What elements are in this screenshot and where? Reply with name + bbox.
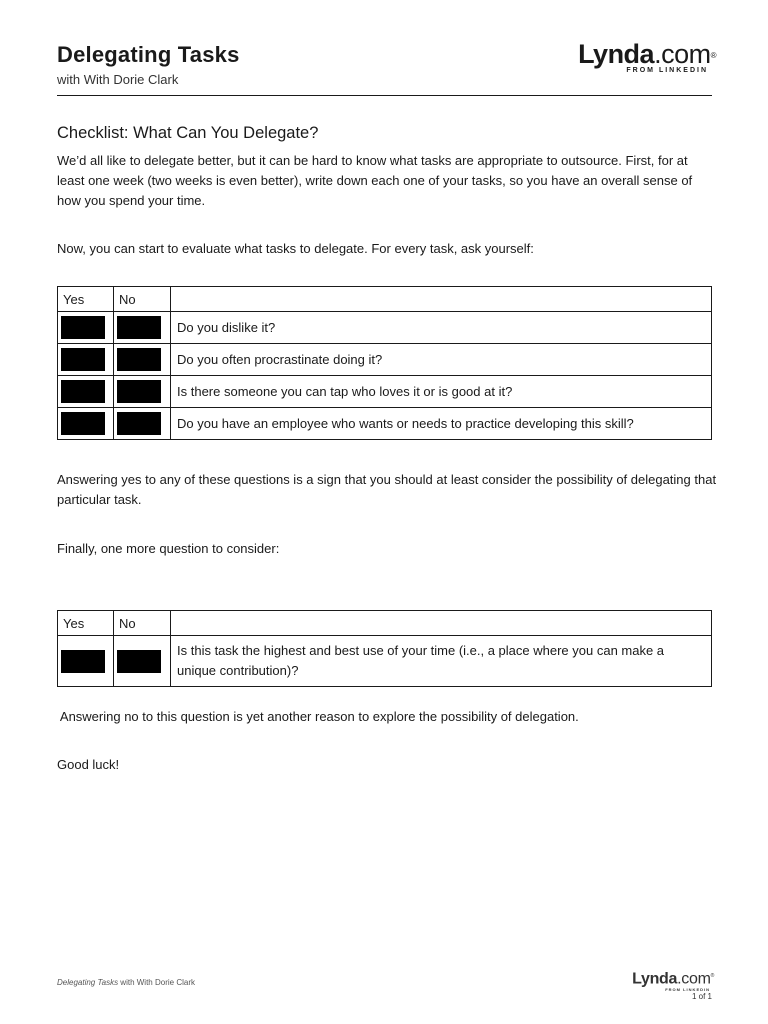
delegation-checklist-table — [57, 286, 712, 440]
lynda-logo — [578, 40, 716, 74]
column-header-question — [171, 287, 712, 312]
yes-checkbox[interactable] — [61, 412, 105, 435]
yes-cell[interactable] — [58, 312, 114, 344]
table-row — [58, 408, 712, 440]
evaluate-paragraph: Now, you can start to evaluate what tasks to delegate. For every task, ask yourself: — [57, 241, 534, 256]
page-number: 1 of 1 — [691, 992, 712, 1001]
table-row — [58, 312, 712, 344]
no-cell[interactable] — [114, 312, 171, 344]
good-luck-text: Good luck! — [57, 757, 120, 772]
document-title: Delegating Tasks — [57, 42, 240, 67]
no-cell[interactable] — [114, 408, 171, 440]
no-checkbox[interactable] — [117, 380, 161, 403]
footer-logo-brand: Lynda — [632, 970, 678, 988]
yes-checkbox[interactable] — [61, 348, 105, 371]
intro-paragraph: We’d all like to delegate better, but it can be hard to know what tasks are appropriate to outsource. First, for at least one week (two weeks is even better), write down each one of your tasks, so you have an overall sense of how you spend your time. — [57, 153, 693, 208]
logo-domain: .com — [654, 39, 711, 69]
footer-course-author: with With Dorie Clark — [118, 978, 195, 987]
column-header-no: No — [114, 287, 171, 312]
header-divider — [57, 95, 712, 96]
column-header-yes: Yes — [58, 611, 114, 636]
document-subtitle: with With Dorie Clark — [57, 72, 179, 87]
footer-logo-tagline: FROM LINKEDIN — [665, 987, 710, 993]
no-checkbox[interactable] — [117, 316, 161, 339]
yes-cell[interactable] — [58, 344, 114, 376]
finally-paragraph: Finally, one more question to consider: — [57, 541, 280, 556]
table-row — [58, 636, 712, 687]
footer-logo-domain: .com — [677, 970, 711, 988]
table-header-row — [58, 287, 712, 312]
question-text: Do you often procrastinate doing it? — [171, 344, 712, 376]
yes-checkbox[interactable] — [61, 380, 105, 403]
column-header-no: No — [114, 611, 171, 636]
column-header-yes: Yes — [58, 287, 114, 312]
question-text: Do you have an employee who wants or needs to practice developing this skill? — [171, 408, 712, 440]
final-question-table — [57, 610, 712, 687]
logo-registered: ® — [710, 51, 716, 60]
logo-brand: Lynda — [578, 39, 655, 69]
no-checkbox[interactable] — [117, 348, 161, 371]
footer-lynda-logo — [632, 968, 714, 992]
footer-course-title — [57, 978, 195, 987]
question-text: Do you dislike it? — [171, 312, 712, 344]
question-text: Is there someone you can tap who loves it or is good at it? — [171, 376, 712, 408]
yes-cell[interactable] — [58, 408, 114, 440]
no-cell[interactable] — [114, 344, 171, 376]
column-header-question — [171, 611, 712, 636]
table-row — [58, 376, 712, 408]
answering-yes-paragraph: Answering yes to any of these questions is a sign that you should at least consider the possibility of delegating that particular task. — [57, 472, 717, 507]
yes-cell[interactable] — [58, 376, 114, 408]
logo-tagline: FROM LINKEDIN — [626, 67, 708, 74]
no-checkbox[interactable] — [117, 650, 161, 673]
table-row — [58, 344, 712, 376]
answering-no-paragraph: Answering no to this question is yet another reason to explore the possibility of delegation. — [57, 709, 579, 724]
no-cell[interactable] — [114, 636, 171, 687]
yes-cell[interactable] — [58, 636, 114, 687]
yes-checkbox[interactable] — [61, 316, 105, 339]
no-checkbox[interactable] — [117, 412, 161, 435]
table-header-row — [58, 611, 712, 636]
question-text: Is this task the highest and best use of your time (i.e., a place where you can make a unique contribution)? — [171, 636, 712, 687]
no-cell[interactable] — [114, 376, 171, 408]
footer-course-name: Delegating Tasks — [57, 978, 119, 987]
footer-logo-registered: ® — [710, 973, 714, 979]
checklist-heading: Checklist: What Can You Delegate? — [57, 124, 319, 142]
yes-checkbox[interactable] — [61, 650, 105, 673]
